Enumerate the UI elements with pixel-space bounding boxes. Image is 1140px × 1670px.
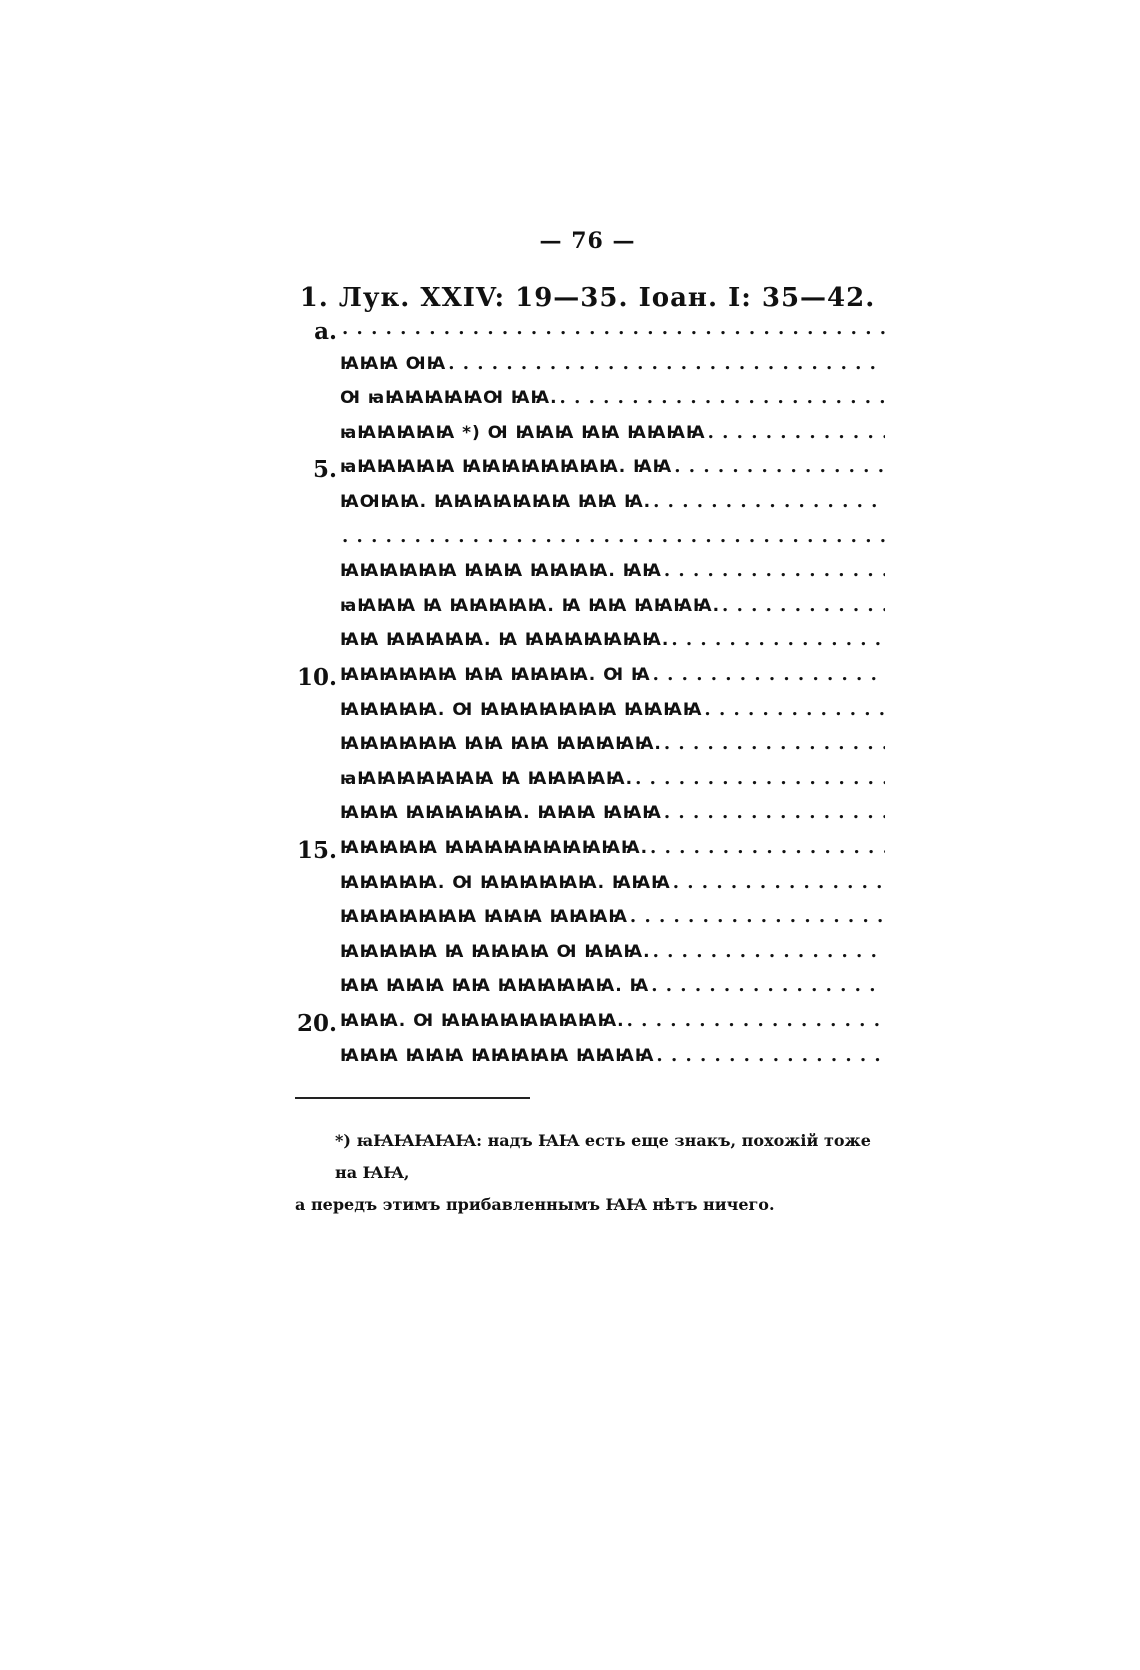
text-line [310, 491, 885, 521]
line-text: ꙗꙖꙖꙖ Ꙗ ꙖꙖꙖꙖꙖ. Ꙗ ꙖꙖ ꙖꙖꙖꙖ. [340, 595, 721, 616]
dot-leader [704, 699, 885, 720]
line-number: 20. [296, 1010, 337, 1037]
dot-leader [671, 629, 885, 650]
dot-leader [448, 353, 885, 374]
text-line [310, 353, 885, 383]
text-line [296, 1010, 885, 1040]
dot-leader [342, 318, 885, 339]
dot-leader [650, 837, 885, 858]
footnote-line-1: *) ꙗꙖꙖꙖꙖꙖ: надъ ꙖꙖ есть еще знакъ, похожій тоже на ꙖꙖ, [335, 1131, 871, 1182]
line-text: ꙖꙖꙖ ꙔꙖ [340, 353, 447, 374]
text-line [310, 941, 885, 971]
text-line [310, 629, 885, 659]
dot-leader [656, 1045, 885, 1066]
line-text: Ꙕ ꙗꙖꙖꙖꙖꙖꙔ ꙖꙖ. [340, 388, 558, 409]
line-text: ꙗꙖꙖꙖꙖꙖ *) Ꙕ ꙖꙖꙖ ꙖꙖ ꙖꙖꙖꙖ [340, 422, 706, 443]
text-line [310, 906, 885, 936]
line-text: ꙖꙔꙖꙖ. ꙖꙖꙖꙖꙖꙖꙖ ꙖꙖ Ꙗ. [340, 492, 652, 512]
dot-leader [653, 491, 885, 512]
line-text: ꙖꙖꙖ ꙖꙖꙖꙖꙖꙖ. ꙖꙖꙖ ꙖꙖꙖ [340, 803, 662, 824]
dot-leader [664, 560, 885, 581]
footnote [295, 1125, 895, 1221]
dot-leader [708, 422, 885, 443]
section-heading: 1. Лук. XXIV: 19—35. Ioaн. I: 35—42. [299, 283, 876, 313]
dot-leader [673, 872, 885, 893]
footnote-line-2: а передъ этимъ прибавленнымъ ꙖꙖ нѣтъ ничего. [295, 1195, 775, 1214]
dot-leader [722, 595, 885, 616]
line-text: ꙖꙖꙖꙖꙖꙖ ꙖꙖ ꙖꙖ ꙖꙖꙖꙖꙖ. [340, 734, 662, 755]
line-text: ꙖꙖꙖꙖꙖ Ꙗ ꙖꙖꙖꙖ Ꙕ ꙖꙖꙖ. [340, 941, 651, 962]
line-text: ꙗꙖꙖꙖꙖꙖꙖꙖ Ꙗ ꙖꙖꙖꙖꙖ. [340, 768, 634, 789]
text-line [310, 526, 885, 556]
text-line [310, 387, 885, 417]
line-text: ꙖꙖꙖ ꙖꙖꙖ ꙖꙖꙖꙖꙖ ꙖꙖꙖꙖ [340, 1045, 655, 1066]
text-line [310, 802, 885, 832]
text-line [310, 560, 885, 590]
text-line [296, 664, 885, 694]
text-line [310, 768, 885, 798]
dot-leader [635, 768, 885, 789]
text-line [310, 318, 885, 348]
dot-leader [653, 941, 885, 962]
line-text: ꙖꙖꙖꙖꙖ. Ꙕ ꙖꙖꙖꙖꙖꙖꙖ ꙖꙖꙖꙖ [340, 699, 703, 720]
footnote-rule [295, 1097, 530, 1099]
text-line [310, 456, 885, 486]
text-line [310, 733, 885, 763]
dot-leader [651, 975, 885, 996]
dot-leader [630, 906, 885, 927]
dot-leader [664, 733, 885, 754]
text-line [310, 699, 885, 729]
text-line [310, 975, 885, 1005]
dot-leader [674, 456, 885, 477]
line-text: ꙗꙖꙖꙖꙖꙖ ꙖꙖꙖꙖꙖꙖꙖꙖ. ꙖꙖ [340, 457, 673, 478]
line-number: 10. [296, 664, 337, 691]
text-line [296, 837, 885, 867]
line-number: 5. [312, 456, 337, 484]
line-text: ꙖꙖ ꙖꙖꙖ ꙖꙖ ꙖꙖꙖꙖꙖꙖ. Ꙗ [340, 976, 650, 997]
dot-leader [342, 526, 885, 547]
text-line [310, 595, 885, 625]
line-text: ꙖꙖꙖꙖꙖ ꙖꙖꙖꙖꙖꙖꙖꙖꙖꙖ. [340, 838, 649, 858]
page-number: — 76 — [539, 228, 636, 254]
line-text: ꙖꙖꙖꙖꙖꙖ ꙖꙖ ꙖꙖꙖꙖ. Ꙕ Ꙗ [340, 665, 651, 685]
line-text: ꙖꙖꙖꙖꙖꙖ ꙖꙖꙖ ꙖꙖꙖꙖ. ꙖꙖ [340, 561, 662, 582]
line-text: ꙖꙖꙖ. Ꙕ ꙖꙖꙖꙖꙖꙖꙖꙖꙖ. [340, 1011, 625, 1031]
line-number: 15. [296, 837, 337, 864]
line-text: ꙖꙖꙖꙖꙖꙖꙖ ꙖꙖꙖ ꙖꙖꙖꙖ [340, 907, 628, 928]
line-number: a. [314, 318, 337, 345]
dot-leader [653, 664, 885, 685]
text-line [310, 872, 885, 902]
dot-leader [664, 802, 885, 823]
text-line [310, 1045, 885, 1075]
text-line [310, 422, 885, 452]
line-text: ꙖꙖ ꙖꙖꙖꙖꙖ. Ꙗ ꙖꙖꙖꙖꙖꙖꙖ. [340, 630, 670, 651]
dot-leader [560, 387, 885, 408]
line-text: ꙖꙖꙖꙖꙖ. Ꙕ ꙖꙖꙖꙖꙖꙖ. ꙖꙖꙖ [340, 872, 671, 893]
dot-leader [627, 1010, 885, 1031]
